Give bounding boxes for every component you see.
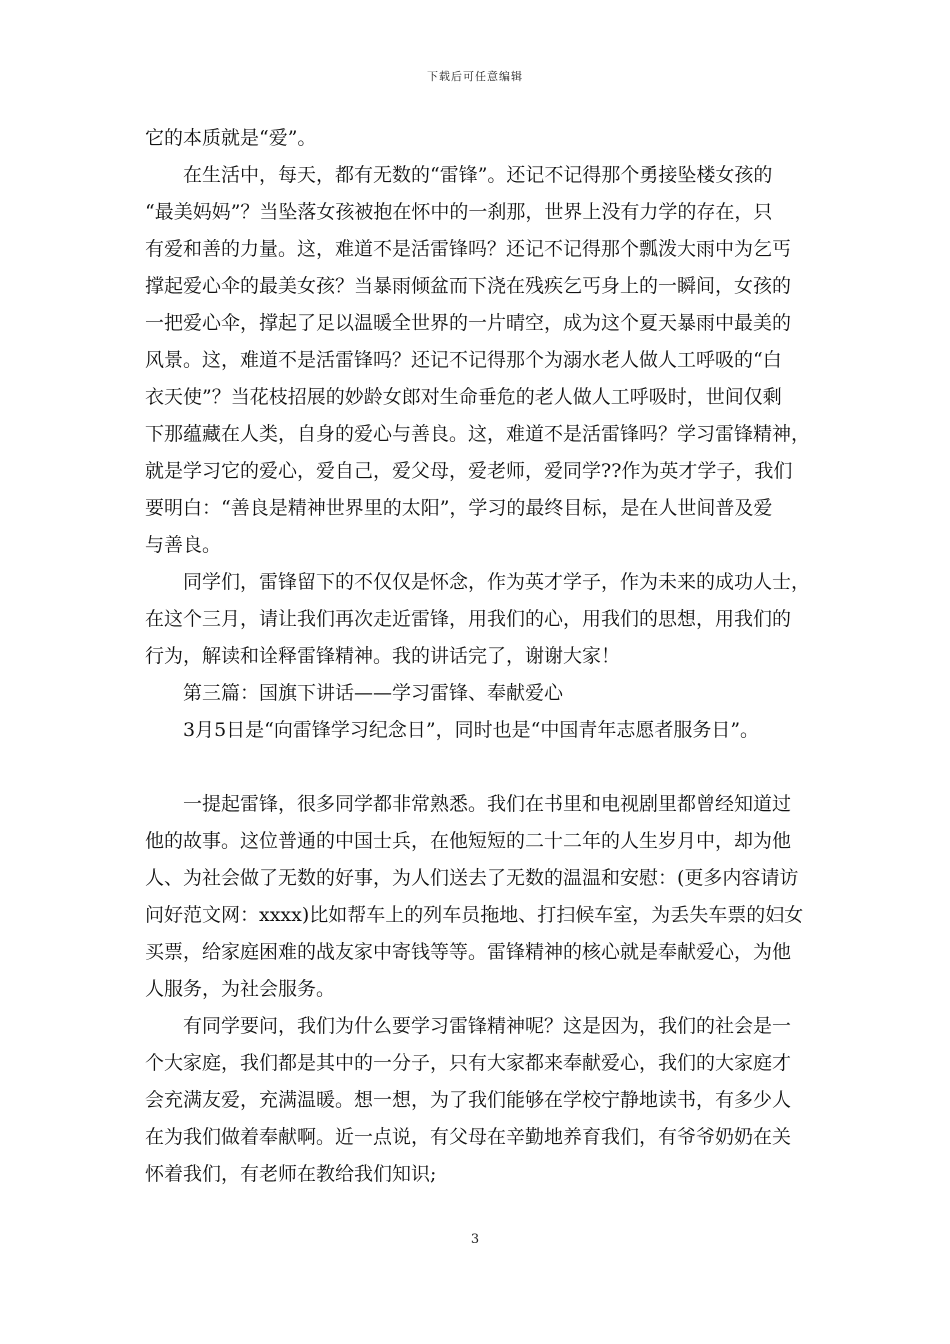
text-line: 会充满友爱，充满温暖。想一想，为了我们能够在学校宁静地读书，有多少人 [145,1089,792,1111]
text-line: 在生活中，每天，都有无数的“雷锋”。还记不记得那个勇接坠楼女孩的 [183,164,773,186]
text-line: 有同学要问，我们为什么要学习雷锋精神呢？这是因为，我们的社会是一 [183,1015,792,1037]
text-line: 买票，给家庭困难的战友家中寄钱等等。雷锋精神的核心就是奉献爱心，为他 [145,941,792,963]
page-number: 3 [470,1232,480,1247]
text-line: 人、为社会做了无数的好事，为人们送去了无数的温温和安慰：(更多内容请访 [145,867,799,889]
paragraph [145,157,817,564]
text-line: 人服务，为社会服务。 [145,978,336,1000]
text-line: 在这个三月，请让我们再次走近雷锋，用我们的心，用我们的思想，用我们的 [145,608,792,630]
text-line: 行为，解读和诠释雷锋精神。我的讲话完了，谢谢大家！ [145,645,621,667]
text-line: 撑起爱心伞的最美女孩？当暴雨倾盆而下浇在残疾乞丐身上的一瞬间，女孩的 [145,275,792,297]
paragraph [145,786,817,1008]
text-line: 下那蕴藏在人类，自身的爱心与善良。这，难道不是活雷锋吗？学习雷锋精神， [145,423,811,445]
paragraph [145,712,817,749]
text-line: “最美妈妈”？当坠落女孩被抱在怀中的一刹那，世界上没有力学的存在，只 [145,201,773,223]
text-line: 与善良。 [145,534,222,556]
text-line: 第三篇：国旗下讲话——学习雷锋、奉献爱心 [183,682,564,704]
text-line: 有爱和善的力量。这，难道不是活雷锋吗？还记不记得那个瓢泼大雨中为乞丐 [145,238,792,260]
text-line: 要明白：“善良是精神世界里的太阳”，学习的最终目标，是在人世间普及爱 [145,497,773,519]
text-line: 同学们，雷锋留下的不仅仅是怀念，作为英才学子，作为未来的成功人士， [183,571,811,593]
text-line: 一提起雷锋，很多同学都非常熟悉。我们在书里和电视剧里都曾经知道过 [183,793,792,815]
text-line: 在为我们做着奉献啊。近一点说，有父母在辛勤地养育我们，有爷爷奶奶在关 [145,1126,792,1148]
paragraph [145,675,817,712]
text-line: 衣天使”？当花枝招展的妙龄女郎对生命垂危的老人做人工呼吸时，世间仅剩 [145,386,782,408]
paragraph-gap [145,749,817,786]
text-line: 就是学习它的爱心，爱自己，爱父母，爱老师，爱同学??作为英才学子，我们 [145,460,793,482]
document-body [145,120,817,1193]
paragraph [145,564,817,675]
text-line: 3月5日是“向雷锋学习纪念日”，同时也是“中国青年志愿者服务日”。 [183,719,760,741]
text-line: 他的故事。这位普通的中国士兵，在他短短的二十二年的人生岁月中，却为他 [145,830,792,852]
paragraph [145,1008,817,1193]
text-line: 它的本质就是“爱”。 [145,127,317,149]
text-line: 一把爱心伞，撑起了足以温暖全世界的一片晴空，成为这个夏天暴雨中最美的 [145,312,792,334]
text-line: 风景。这，难道不是活雷锋吗？还记不记得那个为溺水老人做人工呼吸的“白 [145,349,782,371]
text-line: 怀着我们，有老师在教给我们知识; [145,1163,437,1185]
text-line: 问好范文网：xxxx)比如帮车上的列车员拖地、打扫候车室，为丢失车票的妇女 [145,904,804,926]
page-header-note: 下载后可任意编辑 [427,70,523,83]
text-line: 个大家庭，我们都是其中的一分子，只有大家都来奉献爱心，我们的大家庭才 [145,1052,792,1074]
paragraph [145,120,817,157]
